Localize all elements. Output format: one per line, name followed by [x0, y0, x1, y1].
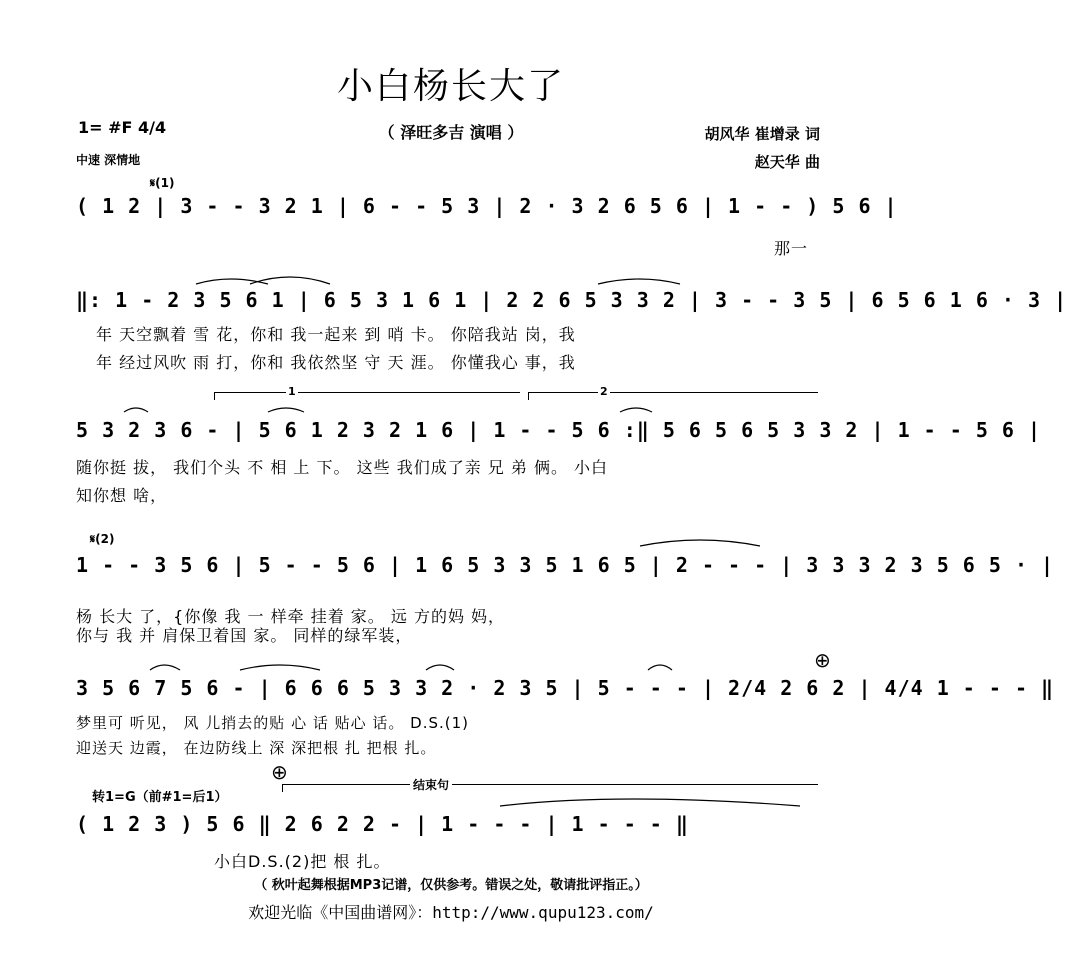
lyric-row-1: 那一 — [774, 239, 809, 258]
ending-bracket-tick — [282, 784, 283, 792]
slur-mark — [124, 408, 148, 412]
segno-marker-1: 𝄋(1) — [150, 176, 175, 190]
notation-row-1: ( 1 2 | 3 - - 3 2 1 | 6 - - 5 3 | 2 · 3 2 6 5 6 | 1 - - ) 5 6 | — [76, 194, 898, 218]
lyricist-credit: 胡风华 崔增录 词 — [704, 125, 820, 143]
key-signature: 1= #F 4/4 — [78, 118, 167, 137]
notation-row-5: 3 5 6 7 5 6 - | 6 6 6 5 3 3 2 · 2 3 5 | 5 - - - | 2/4 2 6 2 | 4/4 1 - - - ‖ — [76, 676, 1055, 700]
notation-row-6: ( 1 2 3 ) 5 6 ‖ 2 6 2 2 - | 1 - - - | 1 - - - ‖ — [76, 812, 689, 836]
slur-mark — [648, 665, 672, 670]
modulation-marking: 转1=G（前#1=后1） — [92, 790, 228, 805]
lyric-row-6: 小白D.S.(2)把 根 扎。 — [214, 852, 391, 871]
lyric-row-4-verse-2: 你与 我 并 肩保卫着国 家。 同样的绿军装， — [76, 626, 413, 645]
volta-number-1: 1 — [288, 385, 296, 398]
slur-mark — [598, 279, 680, 284]
performer-credit: （ 泽旺多吉 演唱 ） — [378, 123, 524, 142]
tempo-marking: 中速 深情地 — [76, 153, 141, 167]
volta-bracket-1-tick — [214, 392, 215, 400]
slur-mark — [150, 665, 180, 670]
coda-symbol-1: ⊕ — [814, 648, 831, 672]
lyric-row-4-verse-1: 杨 长大 了，{你像 我 一 样牵 挂着 家。 远 方的妈 妈， — [76, 607, 506, 626]
lyric-row-3-verse-2: 知你想 啥， — [76, 486, 168, 505]
slur-mark — [620, 408, 652, 412]
volta-number-2: 2 — [600, 385, 608, 398]
slur-mark — [250, 277, 330, 284]
lyric-row-5-verse-2: 迎送天 边霞， 在边防线上 深 深把根 扎 把根 扎。 — [76, 739, 437, 757]
lyric-row-5-verse-1: 梦里可 听见， 风 儿捎去的贴 心 话 贴心 话。 D.S.(1) — [76, 714, 470, 732]
site-footer: 欢迎光临《中国曲谱网》：http://www.qupu123.com/ — [248, 903, 654, 922]
ending-bracket — [282, 784, 818, 785]
slur-mark — [640, 540, 760, 546]
volta-bracket-1 — [214, 392, 520, 393]
lyric-row-3-verse-1: 随你挺 拔， 我们个头 不 相 上 下。 这些 我们成了亲 兄 弟 俩。 小白 — [76, 458, 609, 477]
notation-row-2: ‖: 1 - 2 3 5 6 1 | 6 5 3 1 6 1 | 2 2 6 5 3 3 2 | 3 - - 3 5 | 6 5 6 1 6 · 3 | — [76, 288, 1067, 312]
lyric-row-2-verse-1: 年 天空飘着 雪 花，你和 我一起来 到 哨 卡。 你陪我站 岗，我 — [96, 325, 576, 344]
credits-block — [705, 120, 820, 176]
composer-credit: 赵天华 曲 — [754, 153, 820, 171]
volta-bracket-2 — [528, 392, 818, 393]
ending-label: 结束句 — [410, 776, 452, 793]
slur-mark — [240, 665, 320, 670]
song-title: 小白杨长大了 — [336, 66, 565, 107]
slur-mark — [426, 665, 454, 670]
segno-marker-2: 𝄋(2) — [90, 532, 115, 546]
transcription-note: （ 秋叶起舞根据MP3记谱，仅供参考。错误之处，敬请批评指正。） — [254, 878, 648, 893]
slur-mark — [196, 279, 268, 284]
volta-bracket-2-tick — [528, 392, 529, 400]
lyric-row-2-verse-2: 年 经过风吹 雨 打，你和 我依然坚 守 天 涯。 你懂我心 事，我 — [96, 353, 576, 372]
slur-mark — [500, 799, 800, 806]
slur-mark — [268, 408, 304, 412]
coda-symbol-2: ⊕ — [271, 760, 288, 784]
notation-row-3: 5 3 2 3 6 - | 5 6 1 2 3 2 1 6 | 1 - - 5 6 :‖ 5 6 5 6 5 3 3 2 | 1 - - 5 6 | — [76, 418, 1042, 442]
notation-row-4: 1 - - 3 5 6 | 5 - - 5 6 | 1 6 5 3 3 5 1 6 5 | 2 - - - | 3 3 3 2 3 5 6 5 · | — [76, 553, 1055, 577]
